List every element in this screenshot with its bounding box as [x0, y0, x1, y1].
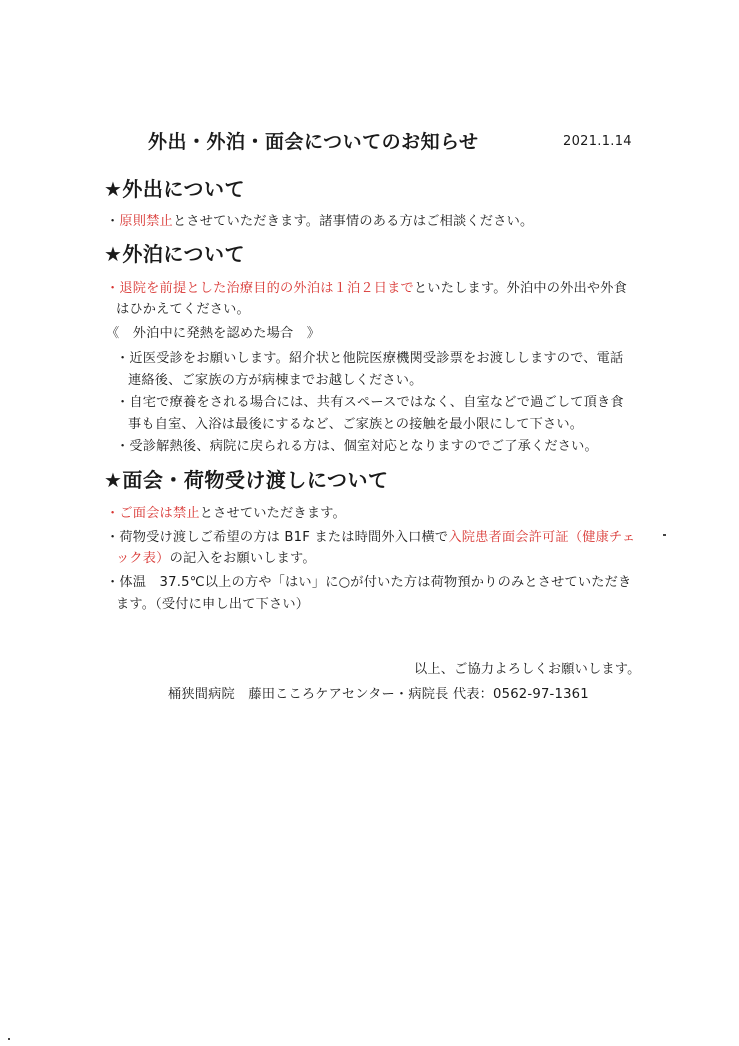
section-heading-visits: ★面会・荷物受け渡しについて — [104, 468, 389, 492]
page-title: 外出・外泊・面会についてのお知らせ — [148, 131, 479, 153]
fever-item-2-line-1: ・自宅で療養をされる場合には、共有スペースではなく、自室などで過ごして頂き食 — [116, 395, 624, 410]
fever-subheading: 《 外泊中に発熱を認めた場合 》 — [106, 326, 321, 341]
scan-speck — [663, 534, 666, 536]
hospital-signature: 桶狭間病院 藤田こころケアセンター・病院長 代表：0562-97-1361 — [168, 687, 589, 702]
visits-prohibited-text: ご面会は禁止 — [119, 506, 200, 521]
visits-line-1 — [106, 502, 346, 521]
visit-permit-text: 入院患者面会許可証（健康チェ — [448, 530, 636, 545]
section-heading-outing: ★外出について — [104, 177, 246, 201]
notice-date: 2021.1.14 — [563, 134, 632, 149]
section-heading-overnight: ★外泊について — [104, 242, 246, 266]
visits-line-2 — [106, 526, 635, 545]
outing-detail-text: とさせていただきます。諸事情のある方はご相談ください。 — [172, 214, 534, 229]
bullet: ・ — [106, 506, 120, 521]
scan-speck — [8, 1038, 10, 1040]
parcel-handover-text: ・荷物受け渡しご希望の方は B1F または時間外入口横で — [106, 530, 449, 545]
visits-line-3 — [116, 547, 316, 566]
visits-line-5: ます。（受付に申し出て下さい） — [116, 597, 310, 612]
overnight-detail-text: といたします。外泊中の外出や外食 — [413, 281, 628, 296]
bullet: ・ — [106, 281, 120, 296]
fever-item-3-line-1: ・受診解熱後、病院に戻られる方は、個室対応となりますのでご了承ください。 — [116, 439, 598, 454]
fever-item-1-line-1: ・近医受診をお願いします。紹介状と他院医療機関受診票をお渡ししますので、電話 — [116, 351, 624, 366]
visits-line-4: ・体温 37.5℃以上の方や「はい」に○が付いた方は荷物預かりのみとさせていただき — [106, 575, 632, 590]
fill-in-request-text: の記入をお願いします。 — [169, 551, 316, 566]
overnight-line-1 — [106, 277, 627, 296]
closing-text: 以上、ご協力よろしくお願いします。 — [414, 662, 641, 677]
bullet: ・ — [106, 214, 120, 229]
outing-prohibited-text: 原則禁止 — [119, 214, 173, 229]
health-check-form-text: ック表） — [116, 551, 170, 566]
visits-detail-text: とさせていただきます。 — [199, 506, 346, 521]
overnight-line-2: はひかえてください。 — [116, 302, 250, 317]
outing-line-1 — [106, 210, 533, 229]
fever-item-2-line-2: 事も自室、入浴は最後にするなど、ご家族との接触を最小限にして下さい。 — [128, 417, 584, 432]
fever-item-1-line-2: 連絡後、ご家族の方が病棟までお越しください。 — [128, 373, 423, 388]
overnight-limit-text: 退院を前提とした治療目的の外泊は１泊２日まで — [119, 281, 414, 296]
